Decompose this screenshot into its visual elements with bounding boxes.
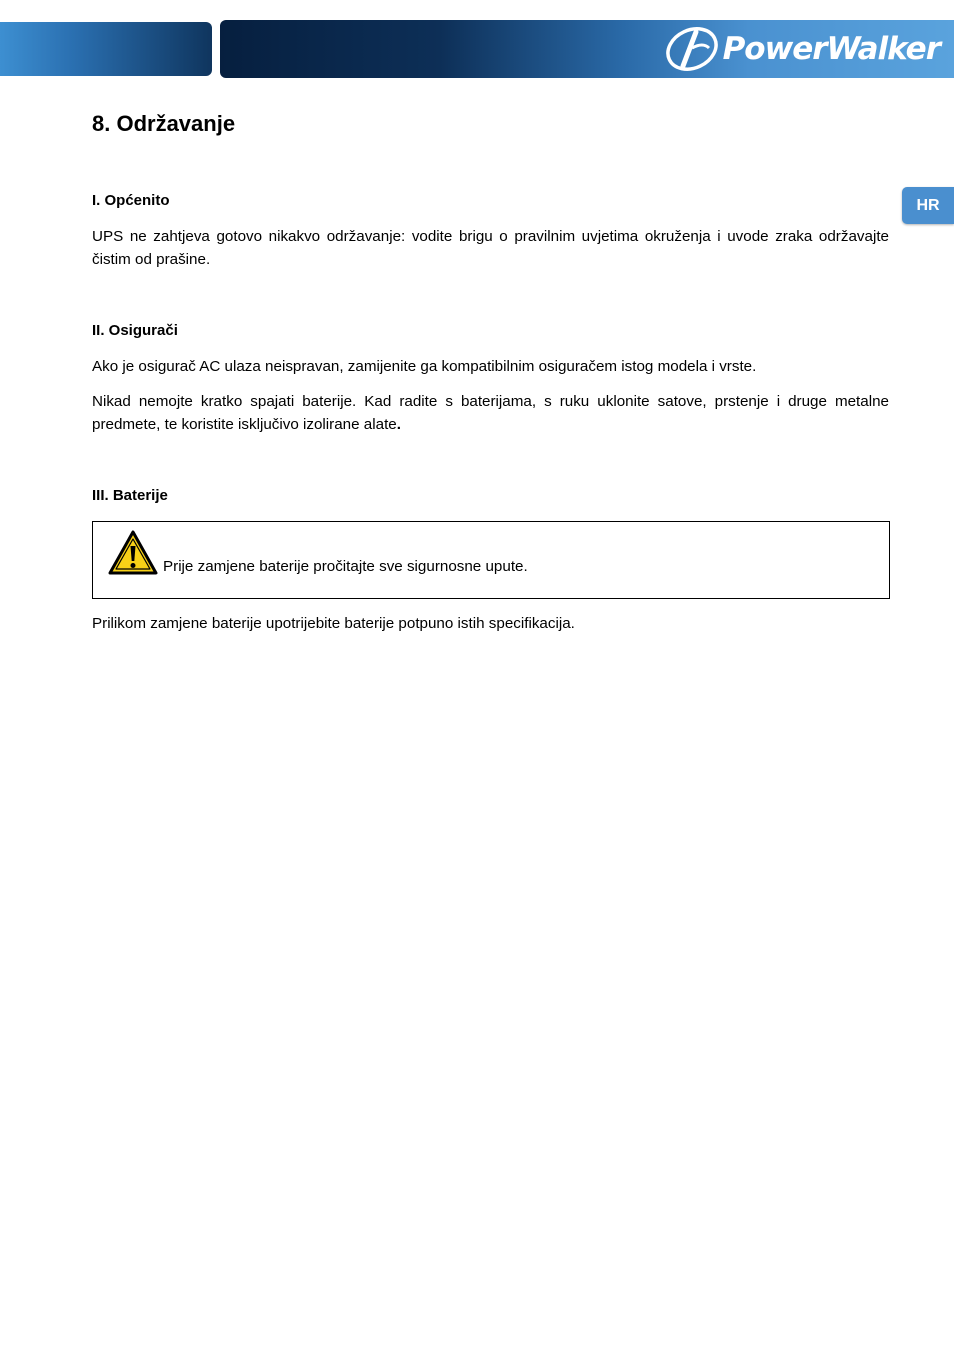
brand-name: PowerWalker [722, 31, 940, 67]
banner-left-segment [0, 22, 212, 76]
powerwalker-logo-icon [663, 26, 721, 72]
section-heading-batteries: III. Baterije [92, 487, 168, 504]
warning-triangle-icon [108, 530, 158, 575]
fuses-paragraph-2-end: . [396, 415, 401, 433]
batteries-paragraph: Prilikom zamjene baterije upotrijebite baterije potpuno istih specifikacija. [92, 615, 575, 632]
section-heading-general: I. Općenito [92, 192, 170, 209]
language-tab-hr[interactable]: HR [902, 187, 954, 224]
warning-text: Prije zamjene baterije pročitajte sve sigurnosne upute. [163, 558, 528, 575]
fuses-paragraph-2-text: Nikad nemojte kratko spajati baterije. Kad radite s baterijama, s ruku uklonite satove, prstenje i druge metalne predmete, te koristite isključivo izolirane alate [92, 393, 889, 433]
header-banner [0, 20, 954, 78]
warning-box [92, 521, 890, 599]
page-title: 8. Održavanje [92, 111, 236, 136]
banner-right-segment [220, 20, 954, 78]
general-paragraph: UPS ne zahtjeva gotovo nikakvo održavanje: vodite brigu o pravilnim uvjetima okruženja i uvode zraka održavajte čistim od prašine. [92, 228, 889, 268]
fuses-paragraph-2 [92, 391, 889, 436]
section-heading-fuses: II. Osigurači [92, 322, 178, 339]
fuses-paragraph-1: Ako je osigurač AC ulaza neispravan, zamijenite ga kompatibilnim osiguračem istog modela i vrste. [92, 358, 757, 375]
brand-logo [663, 26, 940, 72]
